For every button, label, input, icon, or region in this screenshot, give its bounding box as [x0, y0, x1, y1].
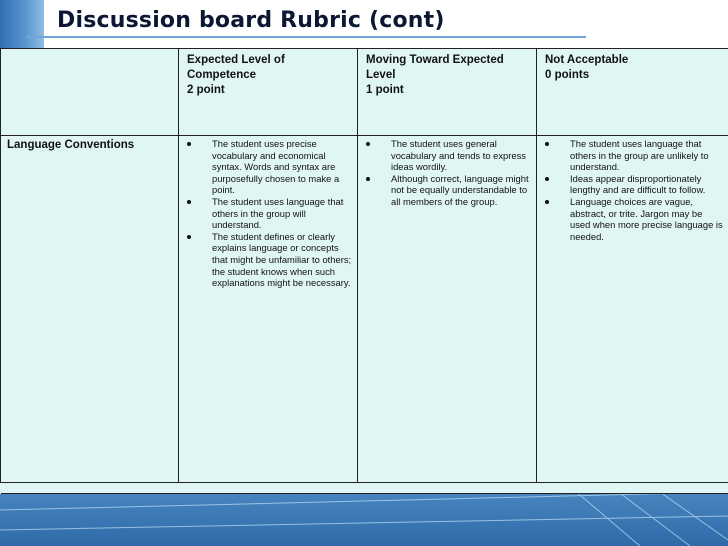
header-moving: Moving Toward Expected Level 1 point [358, 49, 537, 136]
not-acceptable-list [541, 138, 724, 242]
empty-cell [537, 483, 728, 494]
list-item: Language choices are vague, abstract, or trite. Jargon may be used when more precise language is needed. [541, 196, 724, 242]
list-item: The student uses language that others in the group are unlikely to understand. [541, 138, 724, 173]
header-row [1, 49, 728, 136]
list-item: Ideas appear disproportionately lengthy and are difficult to follow. [541, 173, 724, 196]
header-not-acceptable: Not Acceptable 0 points [537, 49, 728, 136]
header-expected: Expected Level of Competence 2 point [179, 49, 358, 136]
list-item: The student uses general vocabulary and tends to express ideas wordily. [362, 138, 532, 173]
table-row [1, 136, 728, 483]
empty-cell [358, 483, 537, 494]
not-acceptable-cell [537, 136, 728, 483]
moving-list [362, 138, 532, 208]
empty-cell [1, 483, 179, 494]
list-item: The student uses language that others in the group will understand. [183, 196, 353, 231]
list-item: The student uses precise vocabulary and economical syntax. Words and syntax are purposefully chosen to make a point. [183, 138, 353, 196]
slide-title: Discussion board Rubric (cont) [57, 8, 445, 33]
list-item: The student defines or clearly explains language or concepts that might be unfamiliar to others; the student knows when such explanations might be necessary. [183, 231, 353, 289]
moving-cell [358, 136, 537, 483]
expected-list [183, 138, 353, 289]
title-underline [26, 36, 586, 38]
table-row-empty [1, 483, 728, 494]
expected-cell [179, 136, 358, 483]
empty-cell [179, 483, 358, 494]
rubric-table [0, 48, 728, 494]
header-criteria [1, 49, 179, 136]
criterion-label: Language Conventions [1, 136, 179, 483]
list-item: Although correct, language might not be equally understandable to all members of the group. [362, 173, 532, 208]
